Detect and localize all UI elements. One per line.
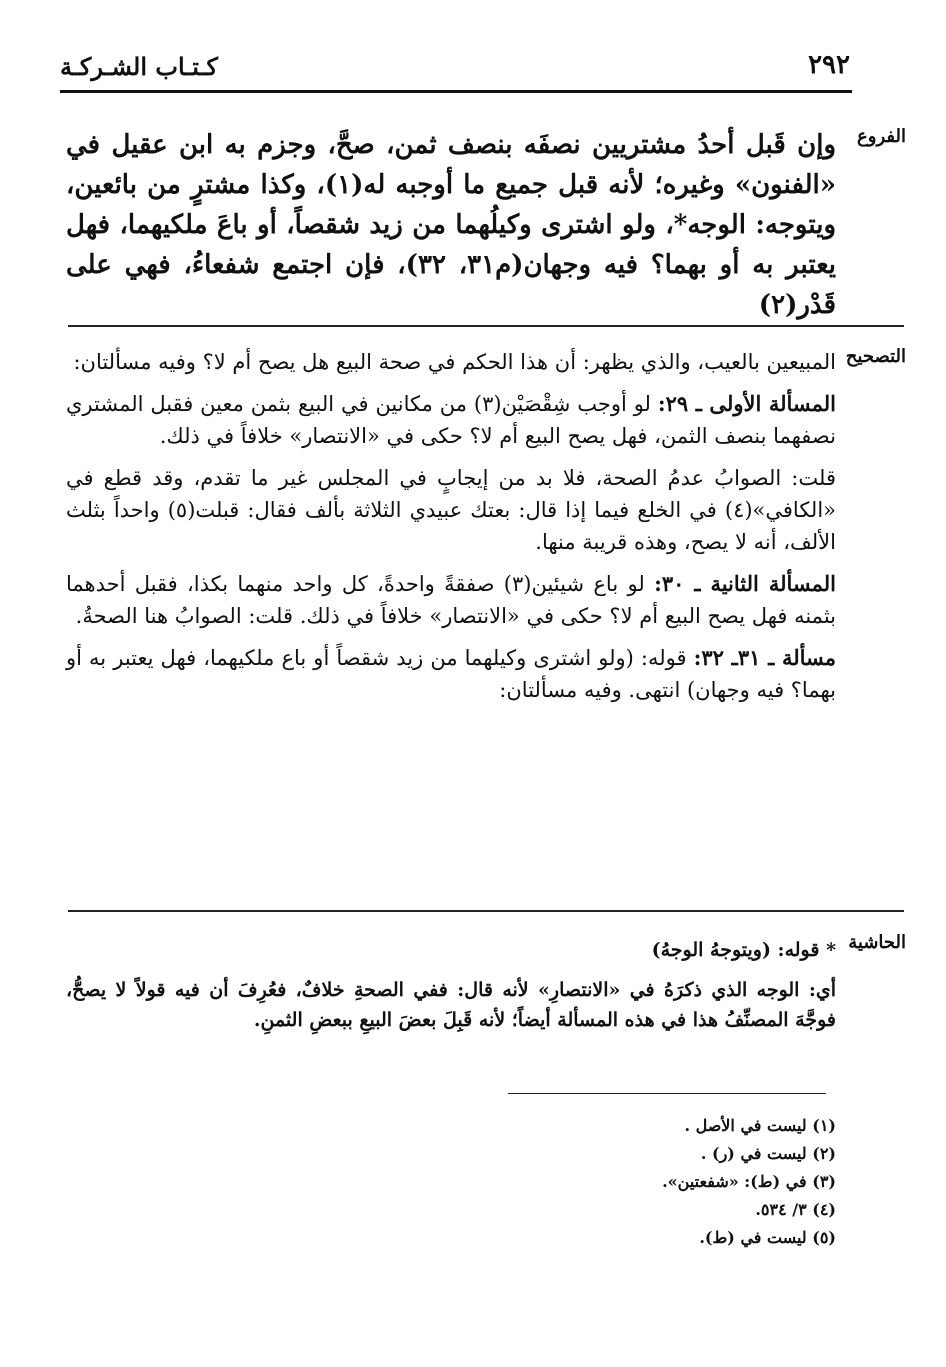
footnotes-list — [436, 1112, 836, 1252]
footnote-2: (٢) ليست في (ر) . — [700, 1144, 836, 1163]
tashih-question-2 — [66, 568, 836, 632]
page-header — [60, 48, 850, 88]
hashiya-text: أي: الوجه الذي ذكرَهُ في «الانتصارِ» لأنه قال: ففي الصحةِ خلافٌ، فعُرِفَ أن فيه قولاً لا يصحُّ، فوجَّهَ المصنِّفُ هذا في هذه المسألة أيضاً؛ لأنه قَبِلَ بعضَ البيعِ ببعضِ الثمنِ. — [66, 979, 836, 1031]
footnote-1: (١) ليست في الأصل . — [684, 1116, 836, 1135]
header-rule — [60, 90, 852, 93]
section-divider-tashih — [68, 910, 904, 912]
furu-text: وإن قَبل أحدُ مشتريين نصفَه بنصف ثمن، صحَّ، وجزم به ابن عقيل في «الفنون» وغيره؛ لأنه قبل جميع ما أوجبه له(١)، وكذا مشترٍ من بائعين، ويتوجه: الوجه*، ولو اشترى وكيلُهما من زيد شقصاً، أو باعَ ملكيهما، فهل يعتبر به أو بهما؟ فيه وجهان(م٣١، ٣٢)، فإن اجتمع شفعاءُ، فهي على قَدْر(٢) — [66, 130, 836, 320]
tashih-section — [66, 346, 836, 716]
question-3-heading: مسألة ـ ٣١ـ ٣٢: — [693, 645, 836, 670]
footnote-3: (٣) في (ط): «شفعتين». — [662, 1172, 836, 1191]
question-2-text: لو باع شيئين(٣) صفقةً واحدةً، كل واحد منهما بكذا، فقبل أحدهما بثمنه فهل يصح البيع أم لا؟ حكى في «الانتصار» خلافاً في ذلك. قلت: الصوابُ هنا الصحةُ. — [66, 572, 836, 628]
footnote-5: (٥) ليست في (ط). — [699, 1228, 836, 1247]
label-tashih: التصحيح — [845, 346, 906, 367]
footnote-4: (٤) ٣/ ٥٣٤. — [755, 1200, 836, 1219]
question-3-text: قوله: (ولو اشترى وكيلهما من زيد شقصاً أو باع ملكيهما، فهل يعتبر به أو بهما؟ فيه وجهان) انتهى. وفيه مسألتان: — [66, 646, 836, 702]
question-1-heading: المسألة الأولى ـ ٢٩: — [657, 391, 836, 416]
page-number: ٢٩٢ — [808, 50, 850, 80]
footnote-rule — [508, 1093, 826, 1094]
tashih-intro: المبيعين بالعيب، والذي يظهر: أن هذا الحكم في صحة البيع هل يصح أم لا؟ وفيه مسألتان: — [73, 350, 836, 374]
running-title: كـتـاب الشـركـة — [60, 52, 218, 81]
question-2-heading: المسألة الثانية ـ ٣٠: — [654, 571, 836, 596]
question-1-text: لو أوجب شِقْصَيْن(٣) من مكانين في البيع بثمن معين فقبل المشتري نصفهما بنصف الثمن، فهل يصح البيع أم لا؟ حكى في «الانتصار» خلافاً في ذلك. — [66, 392, 836, 448]
tashih-question-1 — [66, 388, 836, 452]
section-divider-furu — [68, 325, 904, 327]
question-1-answer: قلت: الصوابُ عدمُ الصحة، فلا بد من إيجابٍ في المجلس غير ما تقدم، وقد قطع في «الكافي»(٤) في الخلع فيما إذا قال: بعتك عبيدي الثلاثة بألف فقال: قبلت(٥) واحداً بثلث الألف، أنه لا يصح، وهذه قريبة منها. — [66, 466, 837, 554]
label-hashiya: الحاشية — [848, 932, 906, 953]
tashih-question-3 — [66, 642, 836, 706]
hashiya-heading: * قوله: (ويتوجهُ الوجهُ) — [651, 939, 836, 961]
hashiya-section — [66, 935, 836, 1045]
label-furu: الفروع — [857, 126, 906, 147]
